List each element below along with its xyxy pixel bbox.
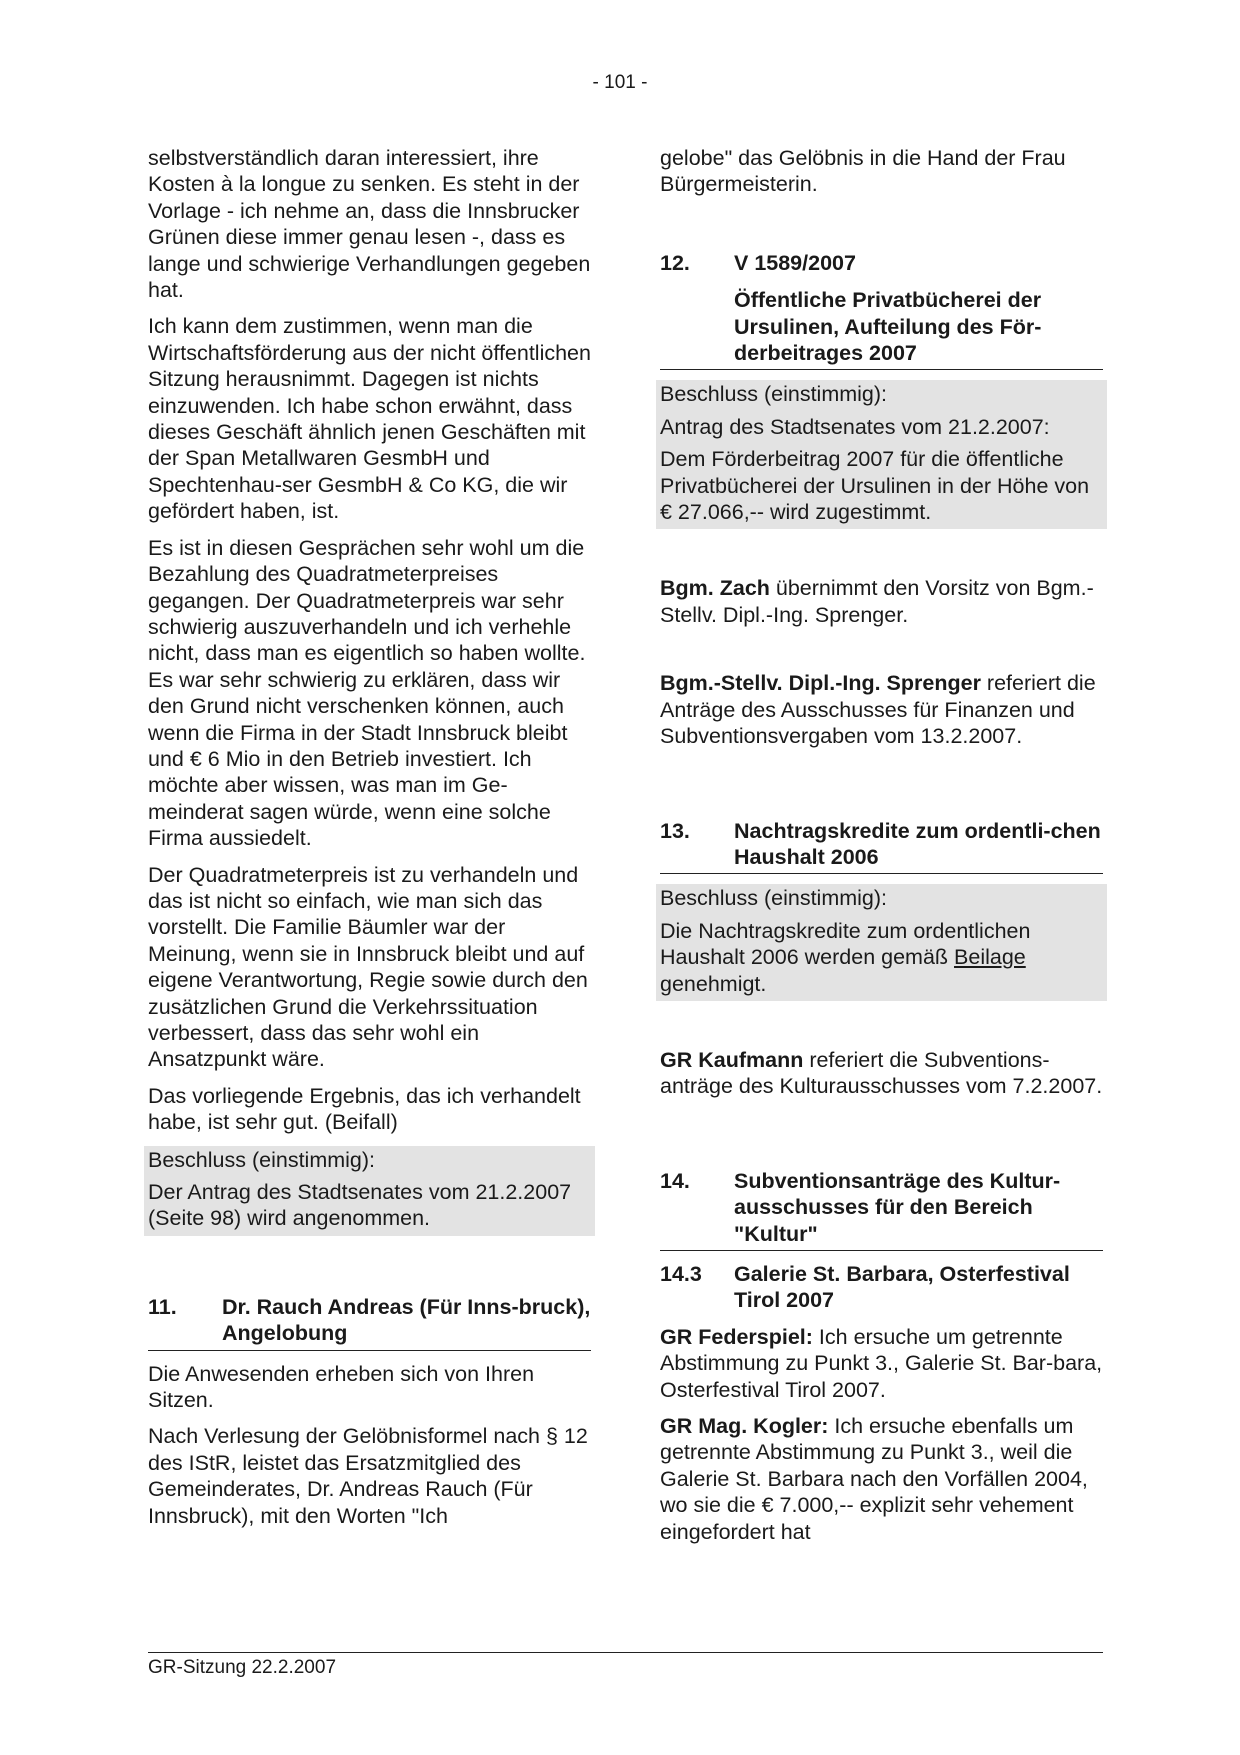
resolution-label: Beschluss (einstimmig): xyxy=(660,886,887,911)
agenda-item-13-heading xyxy=(660,818,1103,875)
paragraph: Der Quadratmeterpreis ist zu verhandeln und das ist nicht so einfach, wie man sich das vorstellt. Die Familie Bäumler war der Meinung, wenn sie in Innsbruck bleibt und auf eigene Verantwortung, Regie sowie durch den zusätzlichen Grund die Verkehrssituation verbessert, dass das sehr wohl ein Ansatzpunkt wäre. xyxy=(148,862,588,1072)
resolution-box xyxy=(656,380,1107,529)
speaker-name: GR Federspiel: xyxy=(660,1324,813,1349)
right-column xyxy=(660,145,1103,1555)
left-column xyxy=(148,145,591,1539)
item-code: V 1589/2007 xyxy=(734,250,856,275)
paragraph: Bgm. Zach übernimmt den Vorsitz von Bgm.-Stellv. Dipl.-Ing. Sprenger. xyxy=(660,576,1094,627)
item-number: 14. xyxy=(660,1168,690,1193)
paragraph: GR Mag. Kogler: Ich ersuche ebenfalls um getrennte Abstimmung zu Punkt 3., weil die Galerie St. Barbara nach den Vorfällen 2004, wo sie die € 7.000,-- explizit sehr vehement eingefordert hat xyxy=(660,1414,1088,1544)
speaker-name: GR Mag. Kogler: xyxy=(660,1414,829,1438)
agenda-item-12-heading xyxy=(660,250,1103,371)
resolution-text: Die Nachtragskredite zum ordentlichen Haushalt 2006 werden gemäß Beilage genehmigt. xyxy=(660,918,1031,996)
resolution-motion: Antrag des Stadtsenates vom 21.2.2007: xyxy=(660,414,1050,439)
paragraph: GR Federspiel: Ich ersuche um getrennte Abstimmung zu Punkt 3., Galerie St. Bar-bara, Osterfestival Tirol 2007. xyxy=(660,1324,1103,1402)
paragraph: Die Anwesenden erheben sich von Ihren Sitzen. xyxy=(148,1361,535,1413)
resolution-text: Dem Förderbeitrag 2007 für die öffentliche Privatbücherei der Ursulinen in der Höhe von € 27.066,-- wird zugestimmt. xyxy=(660,447,1090,525)
footer-rule xyxy=(148,1652,1103,1653)
paragraph: Das vorliegende Ergebnis, das ich verhandelt habe, ist sehr gut. (Beifall) xyxy=(148,1083,581,1135)
item-title: Öffentliche Privatbücherei der Ursulinen, Aufteilung des För-derbeitrages 2007 xyxy=(734,288,1042,366)
paragraph: GR Kaufmann referiert die Subventions-anträge des Kulturausschusses vom 7.2.2007. xyxy=(660,1047,1103,1099)
resolution-box xyxy=(144,1146,595,1236)
attachment-link[interactable]: Beilage xyxy=(954,945,1026,970)
paragraph: Es ist in diesen Gesprächen sehr wohl um die Bezahlung des Quadratmeterpreises gegangen. Der Quadratmeterpreis war sehr schwierig auszuverhandeln und ich verhehle nicht, dass man es eigentlich so haben wollte. Es war sehr schwierig zu erklären, dass wir den Grund nicht verschenken können, auch wenn die Firma in der Stadt Innsbruck bleibt und € 6 Mio in den Betrieb investiert. Ich möchte aber wissen, was man im Ge-meinderat sagen würde, wenn eine solche Firma aussiedelt. xyxy=(148,535,586,851)
paragraph: Bgm.-Stellv. Dipl.-Ing. Sprenger referiert die Anträge des Ausschusses für Finanzen und Subventionsvergaben vom 13.2.2007. xyxy=(660,671,1096,749)
speaker-name: GR Kaufmann xyxy=(660,1047,804,1072)
item-number: 12. xyxy=(660,250,690,275)
item-number: 13. xyxy=(660,818,690,843)
agenda-item-14-3-heading xyxy=(660,1261,1103,1314)
paragraph: Ich kann dem zustimmen, wenn man die Wirtschaftsförderung aus der nicht öffentlichen Sitzung herausnimmt. Dagegen ist nichts einzuwenden. Ich habe schon erwähnt, dass dieses Geschäft ähnlich jenen Geschäften mit der Span Metallwaren GesmbH und Spechtenhau-ser GesmbH & Co KG, die wir gefördert haben, ist. xyxy=(148,314,591,524)
item-title: Dr. Rauch Andreas (Für Inns-bruck), Angelobung xyxy=(222,1294,591,1346)
resolution-text: Der Antrag des Stadtsenates vom 21.2.2007 (Seite 98) wird angenommen. xyxy=(148,1180,572,1231)
page-number: - 101 - xyxy=(592,72,648,93)
item-number: 11. xyxy=(148,1294,177,1319)
paragraph: selbstverständlich daran interessiert, ihre Kosten à la longue zu senken. Es steht in der Vorlage - ich nehme an, dass die Innsbrucker Grünen diese immer genau lesen -, dass es lange und schwierige Verhandlungen gegeben hat. xyxy=(148,146,591,303)
paragraph: gelobe" das Gelöbnis in die Hand der Frau Bürgermeisterin. xyxy=(660,146,1066,197)
speaker-name: Bgm. Zach xyxy=(660,576,770,601)
resolution-label: Beschluss (einstimmig): xyxy=(148,1147,375,1172)
speaker-name: Bgm.-Stellv. Dipl.-Ing. Sprenger xyxy=(660,671,981,696)
item-title: Galerie St. Barbara, Osterfestival Tirol 2007 xyxy=(734,1261,1070,1313)
resolution-label: Beschluss (einstimmig): xyxy=(660,382,887,407)
footer: GR-Sitzung 22.2.2007 xyxy=(148,1657,337,1678)
item-number: 14.3 xyxy=(660,1261,702,1286)
resolution-box xyxy=(656,884,1107,1001)
agenda-item-14-heading xyxy=(660,1168,1103,1251)
paragraph: Nach Verlesung der Gelöbnisformel nach § 12 des IStR, leistet das Ersatzmitglied des Gemeinderates, Dr. Andreas Rauch (Für Innsbruck), mit den Worten "Ich xyxy=(148,1424,588,1528)
item-title: Subventionsanträge des Kultur-ausschusses für den Bereich "Kultur" xyxy=(734,1168,1061,1246)
agenda-item-11-heading xyxy=(148,1294,591,1351)
item-title: Nachtragskredite zum ordentli-chen Haushalt 2006 xyxy=(734,818,1101,869)
